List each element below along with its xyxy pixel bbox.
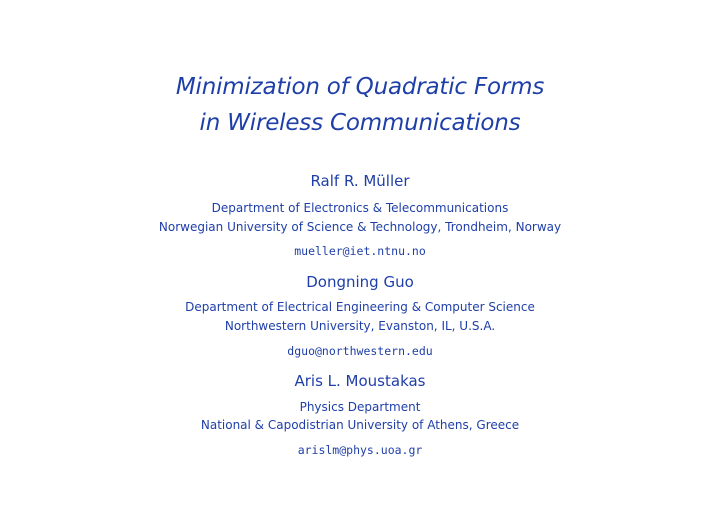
title-line-1: Minimization of Quadratic Forms [175, 74, 545, 100]
author-institution: Norwegian University of Science & Technology, Trondheim, Norway [158, 220, 562, 234]
author-institution: National & Capodistrian University of Athens, Greece [200, 418, 520, 432]
author-name: Aris L. Moustakas [294, 372, 426, 390]
title-line-2: in Wireless Communications [199, 110, 521, 136]
author-name: Ralf R. Müller [310, 172, 410, 190]
author-email: arislm@phys.uoa.gr [297, 443, 423, 457]
author-name: Dongning Guo [306, 273, 414, 291]
author-department: Department of Electrical Engineering & Computer Science [185, 300, 535, 314]
author-email: mueller@iet.ntnu.no [294, 244, 426, 258]
author-department: Department of Electronics & Telecommunications [211, 201, 509, 215]
author-email: dguo@northwestern.edu [287, 344, 433, 358]
author-institution: Northwestern University, Evanston, IL, U.S.A. [224, 319, 496, 333]
author-department: Physics Department [299, 400, 421, 414]
